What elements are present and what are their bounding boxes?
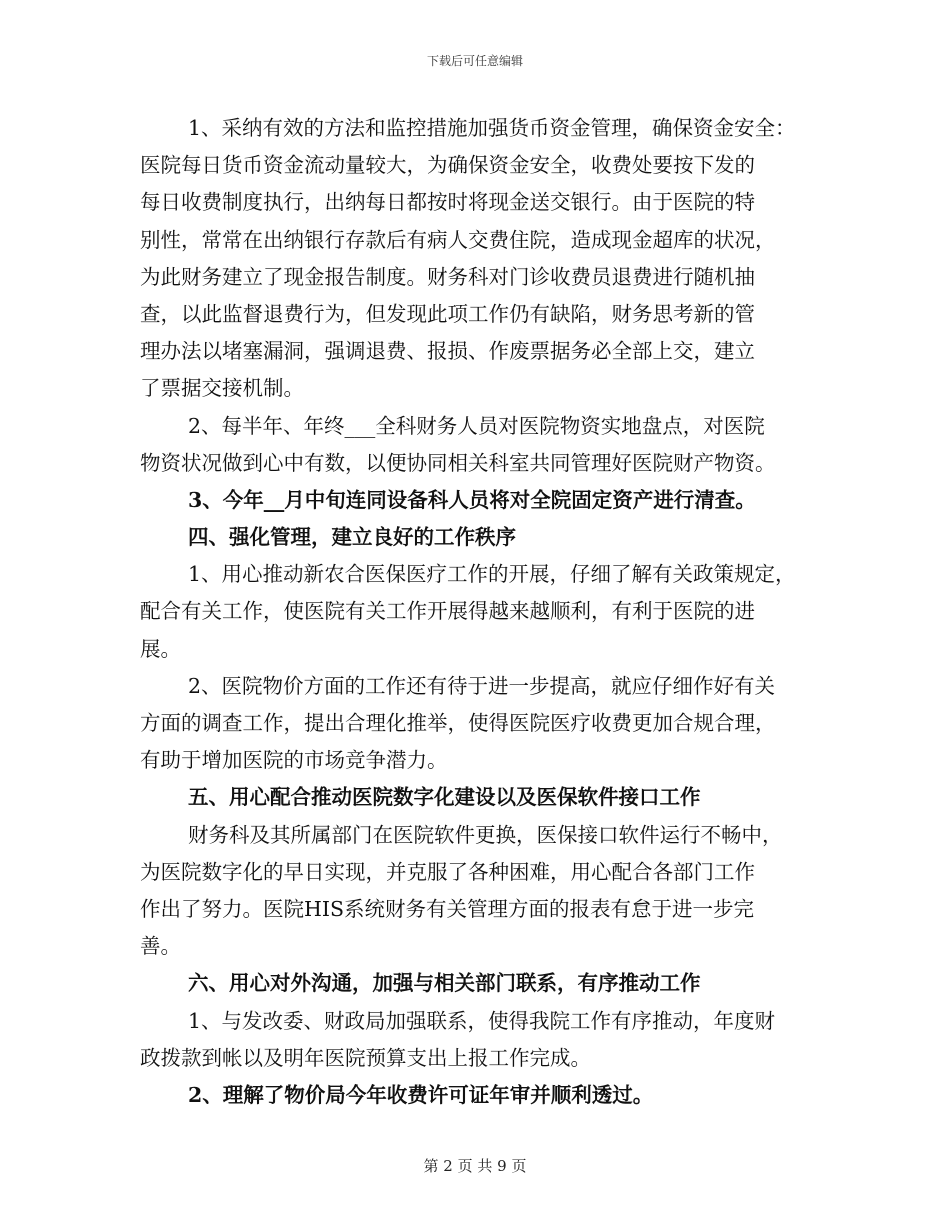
paragraph-line: 为此财务建立了现金报告制度。财务科对门诊收费员退费进行随机抽 [140, 264, 755, 289]
paragraph-line: 有助于增加医院的市场竞争潜力。 [140, 748, 448, 773]
paragraph-line: 物资状况做到心中有数，以便协同相关科室共同管理好医院财产物资。 [140, 450, 776, 475]
paragraph-line: 别性，常常在出纳银行存款后有病人交费住院，造成现金超库的状况， [140, 227, 776, 252]
section-heading-line: 四、强化管理，建立良好的工作秩序 [188, 525, 516, 550]
paragraph-line: 理办法以堵塞漏洞，强调退费、报损、作废票据务必全部上交，建立 [140, 339, 755, 364]
paragraph-line: 作出了努力。医院HIS系统财务有关管理方面的报表有怠于进一步完 [140, 896, 755, 921]
section-heading-line: 五、用心配合推动医院数字化建设以及医保软件接口工作 [188, 785, 701, 810]
section-heading-line: 2、理解了物价局今年收费许可证年审并顺利透过。 [188, 1082, 654, 1107]
paragraph-line: 医院每日货币资金流动量较大，为确保资金安全，收费处要按下发的 [140, 153, 755, 178]
paragraph-line: 1、与发改委、财政局加强联系，使得我院工作有序推动，年度财 [188, 1008, 776, 1033]
paragraph-line: 1、用心推动新农合医保医疗工作的开展，仔细了解有关政策规定， [188, 562, 796, 587]
paragraph-line: 查，以此监督退费行为，但发现此项工作仍有缺陷，财务思考新的管 [140, 301, 755, 326]
paragraph-line: 2、每半年、年终___全科财务人员对医院物资实地盘点，对医院 [188, 413, 765, 438]
paragraph-line: 1、采纳有效的方法和监控措施加强货币资金管理，确保资金安全： [188, 116, 796, 140]
section-heading-line: 六、用心对外沟通，加强与相关部门联系，有序推动工作 [188, 971, 701, 996]
page-header: 下载后可任意编辑 [426, 54, 523, 68]
paragraph-line: 政拨款到帐以及明年医院预算支出上报工作完成。 [140, 1045, 591, 1070]
paragraph-line: 2、医院物价方面的工作还有待于进一步提高，就应仔细作好有关 [188, 673, 776, 698]
paragraph-line: 了票据交接机制。 [140, 376, 304, 401]
paragraph-line: 配合有关工作，使医院有关工作开展得越来越顺利，有利于医院的进 [140, 599, 755, 624]
paragraph-line: 每日收费制度执行，出纳每日都按时将现金送交银行。由于医院的特 [140, 190, 755, 215]
section-heading-line: 3、今年__月中旬连同设备科人员将对全院固定资产进行清查。 [188, 487, 756, 512]
document-body [140, 110, 820, 1114]
paragraph-line: 为医院数字化的早日实现，并克服了各种困难，用心配合各部门工作 [140, 859, 755, 884]
paragraph-line: 展。 [140, 636, 181, 661]
page-footer: 第 2 页 共 9 页 [423, 1157, 527, 1175]
paragraph-line: 财务科及其所属部门在医院软件更换，医保接口软件运行不畅中， [188, 822, 783, 847]
paragraph-line: 方面的调查工作，提出合理化推举，使得医院医疗收费更加合规合理， [140, 711, 776, 735]
paragraph-line: 善。 [140, 934, 181, 959]
